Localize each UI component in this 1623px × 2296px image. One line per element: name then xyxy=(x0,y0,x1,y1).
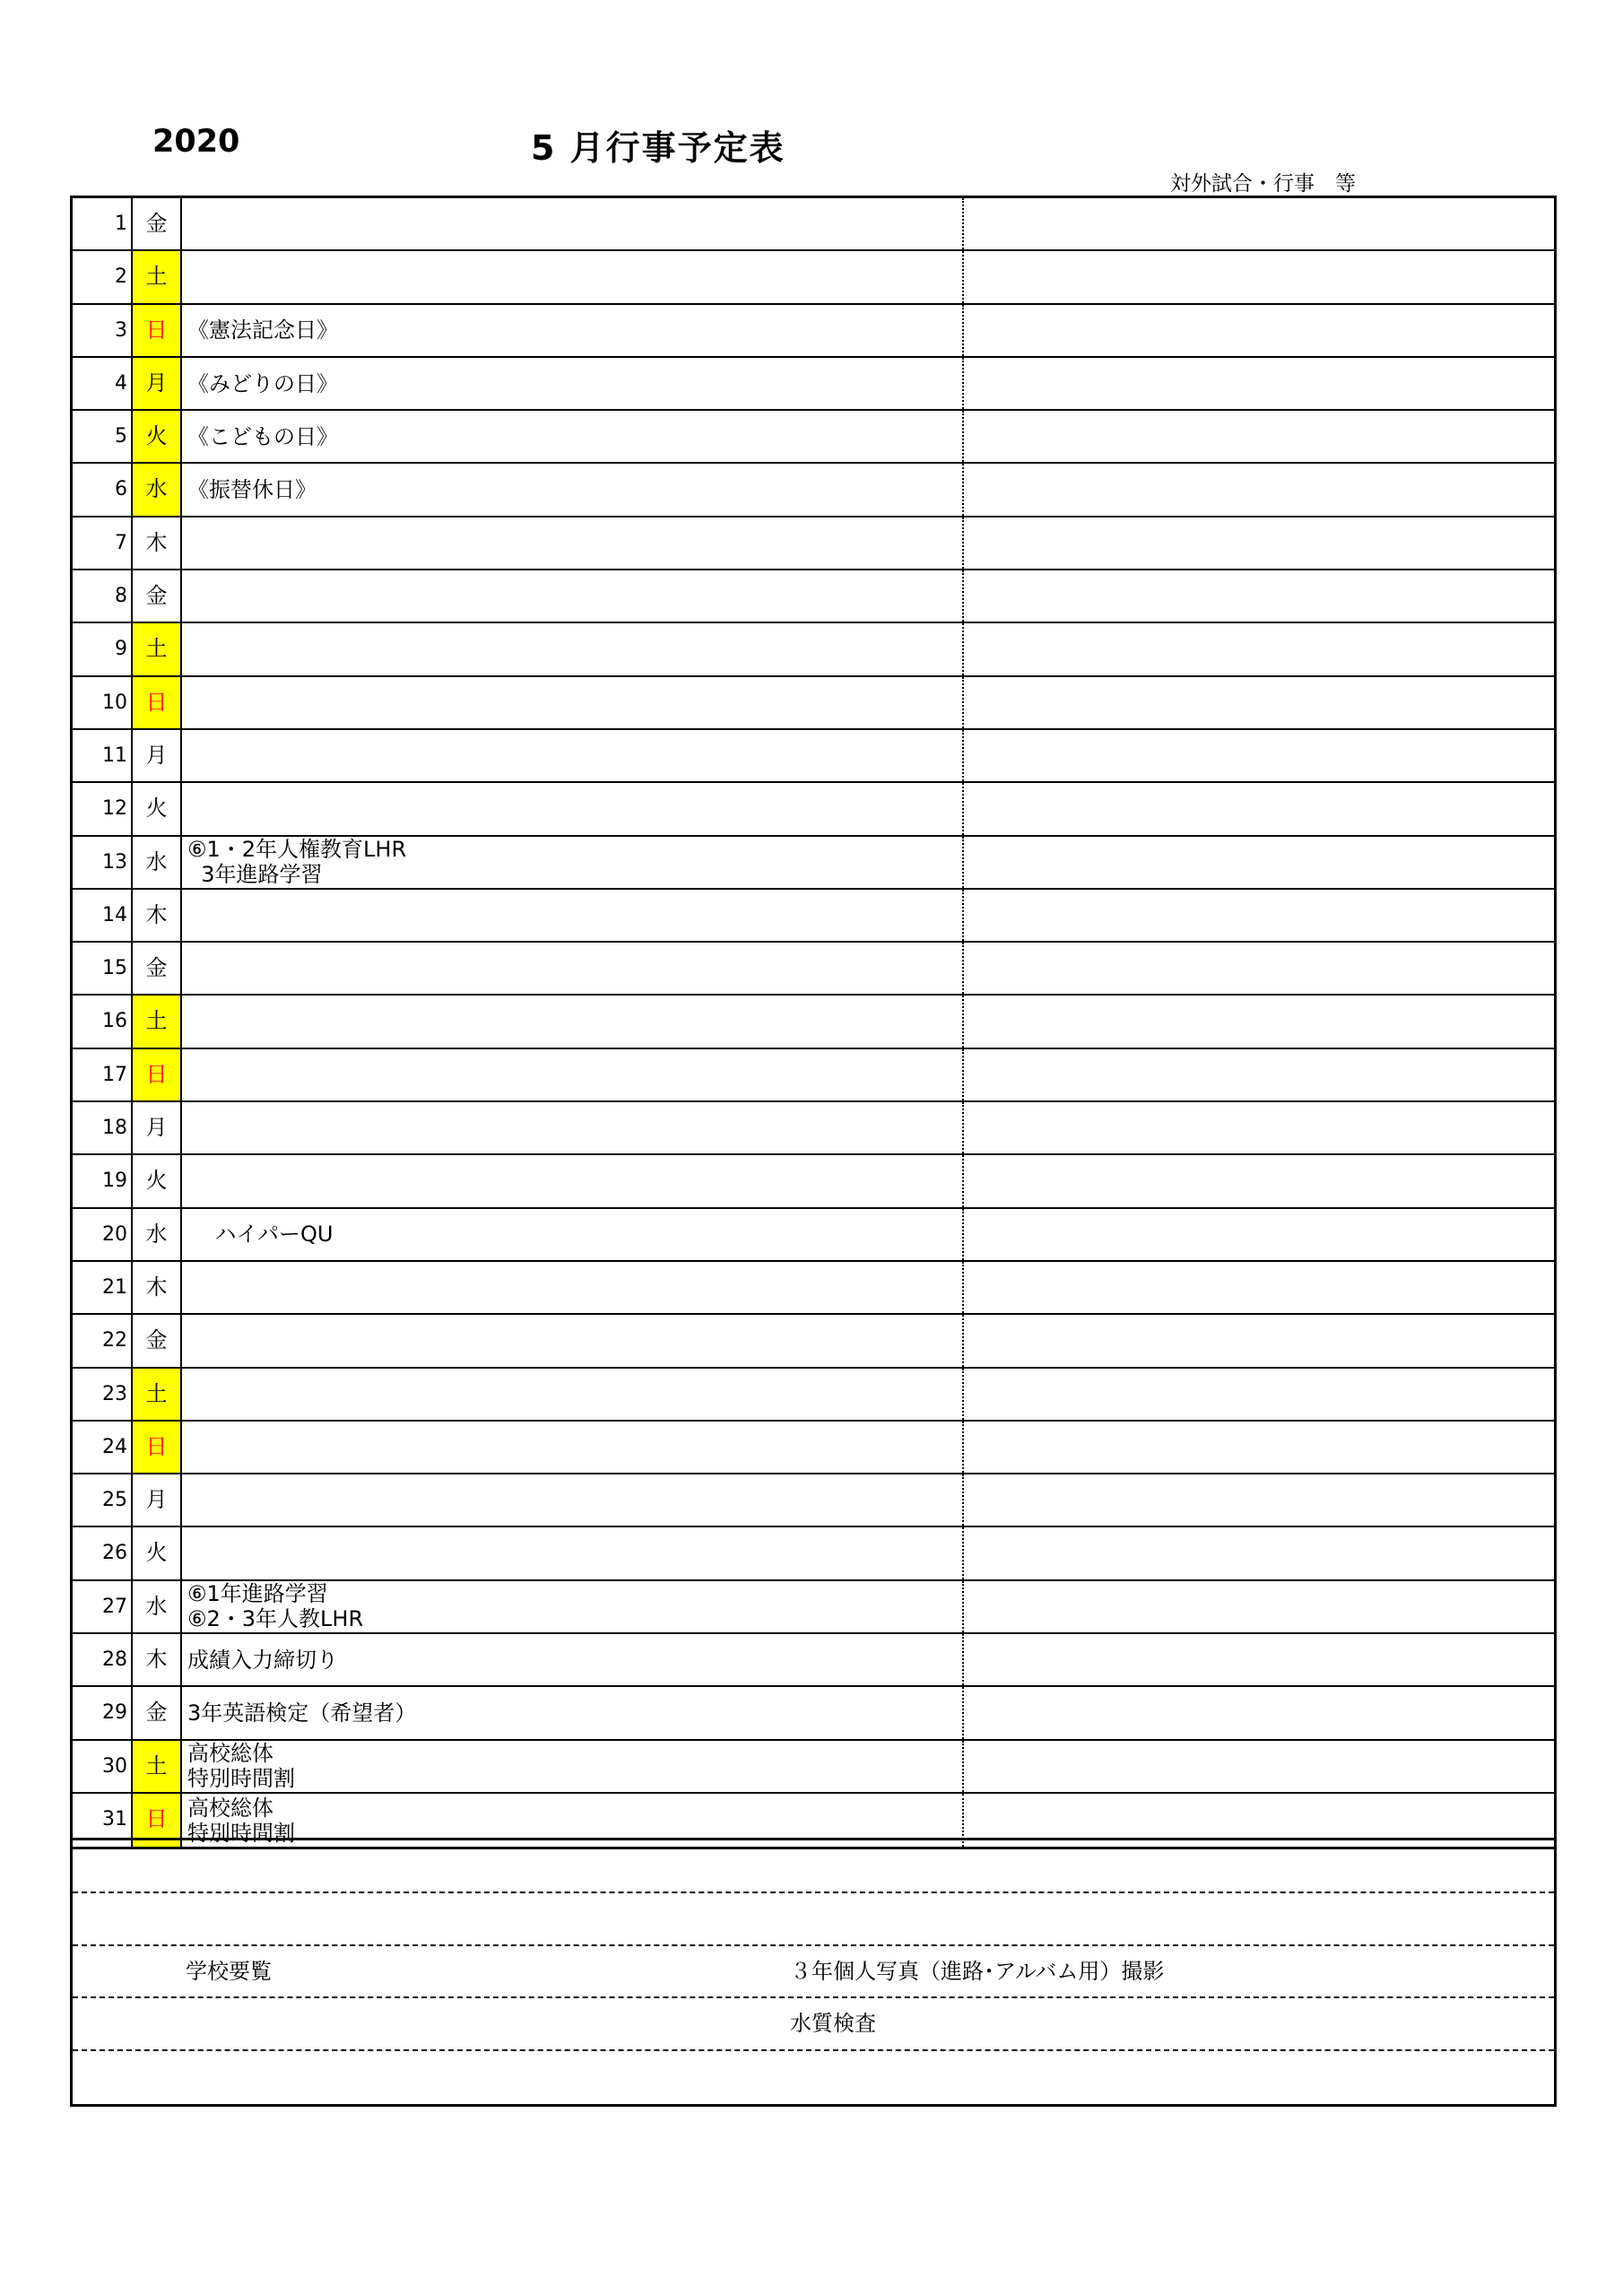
day-number: 12 xyxy=(73,783,133,834)
weekday-cell: 日 xyxy=(133,305,182,356)
table-row xyxy=(73,1155,1554,1208)
day-number: 4 xyxy=(73,358,133,409)
table-row xyxy=(73,1315,1554,1368)
weekday-cell: 金 xyxy=(133,570,182,622)
event-cell: ハイパーQU xyxy=(187,1222,334,1248)
day-number: 2 xyxy=(73,251,133,302)
column-divider xyxy=(962,677,964,728)
weekday-cell: 木 xyxy=(133,1262,182,1313)
column-divider xyxy=(962,305,964,356)
day-number: 5 xyxy=(73,411,133,462)
notes-row xyxy=(73,1998,1554,2051)
event-cell xyxy=(187,1102,1030,1153)
right-column-caption: 対外試合・行事 等 xyxy=(1170,172,1356,196)
day-number: 1 xyxy=(73,198,133,249)
day-number: 19 xyxy=(73,1155,133,1206)
event-cell: 高校総体 特別時間割 xyxy=(187,1795,295,1846)
event-cell xyxy=(187,570,1030,622)
column-divider xyxy=(962,1422,964,1473)
table-row xyxy=(73,1741,1554,1794)
event-cell: 《振替休日》 xyxy=(187,477,317,503)
column-divider xyxy=(962,623,964,674)
weekday-cell: 木 xyxy=(133,890,182,941)
column-divider xyxy=(962,251,964,302)
event-cell: 《みどりの日》 xyxy=(187,370,338,396)
weekday-cell: 日 xyxy=(133,677,182,728)
table-row xyxy=(73,464,1554,517)
weekday-cell: 水 xyxy=(133,1209,182,1260)
day-number: 30 xyxy=(73,1741,133,1792)
notes-row xyxy=(73,1893,1554,1946)
weekday-cell: 日 xyxy=(133,1049,182,1100)
column-divider xyxy=(962,1369,964,1420)
event-cell xyxy=(187,783,1030,834)
event-cell: ⑥1年進路学習 ⑥2・3年人教LHR xyxy=(187,1581,364,1632)
event-cell xyxy=(187,730,1030,781)
day-number: 6 xyxy=(73,464,133,515)
column-divider xyxy=(962,783,964,834)
table-row xyxy=(73,1581,1554,1634)
note-right-text: 水質検査 xyxy=(790,2011,876,2037)
table-row xyxy=(73,358,1554,411)
weekday-cell: 土 xyxy=(133,996,182,1047)
table-row xyxy=(73,677,1554,730)
event-cell xyxy=(187,623,1030,674)
weekday-cell: 金 xyxy=(133,1687,182,1738)
note-right-text: ３年個人写真（進路･アルバム用）撮影 xyxy=(790,1958,1165,1984)
table-row xyxy=(73,251,1554,304)
column-divider xyxy=(962,464,964,515)
day-number: 11 xyxy=(73,730,133,781)
column-divider xyxy=(962,1741,964,1792)
weekday-cell: 木 xyxy=(133,517,182,569)
day-number: 18 xyxy=(73,1102,133,1153)
table-row xyxy=(73,783,1554,836)
table-row xyxy=(73,1102,1554,1155)
weekday-cell: 月 xyxy=(133,1102,182,1153)
column-divider xyxy=(962,730,964,781)
event-cell: 3年英語検定（希望者） xyxy=(187,1700,417,1726)
event-cell: 成績入力締切り xyxy=(187,1647,338,1673)
day-number: 25 xyxy=(73,1474,133,1526)
notes-row xyxy=(73,1840,1554,1893)
weekday-cell: 日 xyxy=(133,1422,182,1473)
column-divider xyxy=(962,1049,964,1100)
day-number: 16 xyxy=(73,996,133,1047)
table-row xyxy=(73,570,1554,623)
schedule-table xyxy=(70,196,1557,1849)
table-row xyxy=(73,996,1554,1048)
day-number: 14 xyxy=(73,890,133,941)
table-row xyxy=(73,1369,1554,1422)
weekday-cell: 火 xyxy=(133,1527,182,1578)
column-divider xyxy=(962,411,964,462)
column-divider xyxy=(962,996,964,1047)
notes-row xyxy=(73,1946,1554,1999)
notes-row xyxy=(73,2051,1554,2104)
weekday-cell: 火 xyxy=(133,411,182,462)
table-row xyxy=(73,1262,1554,1315)
table-row xyxy=(73,411,1554,464)
column-divider xyxy=(962,890,964,941)
year-label: 2020 xyxy=(152,124,240,160)
column-divider xyxy=(962,1102,964,1153)
weekday-cell: 木 xyxy=(133,1634,182,1685)
column-divider xyxy=(962,517,964,569)
table-row xyxy=(73,623,1554,676)
event-cell: 《憲法記念日》 xyxy=(187,317,338,344)
day-number: 26 xyxy=(73,1527,133,1578)
day-number: 13 xyxy=(73,837,133,888)
column-divider xyxy=(962,1155,964,1206)
event-cell xyxy=(187,251,1030,302)
event-cell xyxy=(187,1369,1030,1420)
weekday-cell: 月 xyxy=(133,358,182,409)
event-cell xyxy=(187,517,1030,569)
event-cell: 高校総体 特別時間割 xyxy=(187,1741,295,1792)
table-row xyxy=(73,1527,1554,1580)
day-number: 9 xyxy=(73,623,133,674)
day-number: 28 xyxy=(73,1634,133,1685)
column-divider xyxy=(962,198,964,249)
weekday-cell: 水 xyxy=(133,464,182,515)
weekday-cell: 火 xyxy=(133,783,182,834)
table-row xyxy=(73,943,1554,996)
weekday-cell: 月 xyxy=(133,1474,182,1526)
event-cell xyxy=(187,1422,1030,1473)
day-number: 24 xyxy=(73,1422,133,1473)
day-number: 29 xyxy=(73,1687,133,1738)
table-row xyxy=(73,198,1554,251)
day-number: 31 xyxy=(73,1794,133,1847)
weekday-cell: 土 xyxy=(133,251,182,302)
note-left-text: 学校要覧 xyxy=(186,1958,272,1984)
column-divider xyxy=(962,1634,964,1685)
column-divider xyxy=(962,1209,964,1260)
event-cell xyxy=(187,1527,1030,1578)
event-cell xyxy=(187,1049,1030,1100)
table-row xyxy=(73,890,1554,943)
table-row xyxy=(73,1209,1554,1262)
table-row xyxy=(73,305,1554,358)
day-number: 10 xyxy=(73,677,133,728)
table-row xyxy=(73,1422,1554,1474)
event-cell xyxy=(187,890,1030,941)
table-row xyxy=(73,517,1554,570)
day-number: 21 xyxy=(73,1262,133,1313)
weekday-cell: 火 xyxy=(133,1155,182,1206)
column-divider xyxy=(962,1474,964,1526)
day-number: 7 xyxy=(73,517,133,569)
day-number: 17 xyxy=(73,1049,133,1100)
event-cell xyxy=(187,198,1030,249)
column-divider xyxy=(962,358,964,409)
event-cell xyxy=(187,1474,1030,1526)
column-divider xyxy=(962,1527,964,1578)
event-cell: 《こどもの日》 xyxy=(187,423,338,449)
table-row xyxy=(73,1634,1554,1687)
day-number: 3 xyxy=(73,305,133,356)
weekday-cell: 金 xyxy=(133,943,182,994)
table-row xyxy=(73,730,1554,783)
weekday-cell: 水 xyxy=(133,837,182,888)
column-divider xyxy=(962,837,964,888)
event-cell xyxy=(187,1315,1030,1366)
day-number: 8 xyxy=(73,570,133,622)
day-number: 23 xyxy=(73,1369,133,1420)
column-divider xyxy=(962,1581,964,1632)
column-divider xyxy=(962,1262,964,1313)
event-cell xyxy=(187,996,1030,1047)
event-cell xyxy=(187,1155,1030,1206)
event-cell xyxy=(187,677,1030,728)
event-cell xyxy=(187,1262,1030,1313)
day-number: 27 xyxy=(73,1581,133,1632)
day-number: 15 xyxy=(73,943,133,994)
table-row xyxy=(73,1474,1554,1527)
table-row xyxy=(73,1049,1554,1102)
weekday-cell: 日 xyxy=(133,1794,182,1847)
weekday-cell: 土 xyxy=(133,623,182,674)
weekday-cell: 金 xyxy=(133,1315,182,1366)
column-divider xyxy=(962,1687,964,1738)
day-number: 20 xyxy=(73,1209,133,1260)
table-row xyxy=(73,1687,1554,1740)
weekday-cell: 土 xyxy=(133,1741,182,1792)
table-row xyxy=(73,837,1554,890)
weekday-cell: 金 xyxy=(133,198,182,249)
event-cell: ⑥1・2年人権教育LHR 3年進路学習 xyxy=(187,837,407,888)
column-divider xyxy=(962,943,964,994)
event-cell xyxy=(187,943,1030,994)
column-divider xyxy=(962,570,964,622)
column-divider xyxy=(962,1315,964,1366)
weekday-cell: 月 xyxy=(133,730,182,781)
weekday-cell: 土 xyxy=(133,1369,182,1420)
weekday-cell: 水 xyxy=(133,1581,182,1632)
page-title: 5 月行事予定表 xyxy=(531,128,785,168)
notes-table xyxy=(70,1838,1557,2107)
day-number: 22 xyxy=(73,1315,133,1366)
